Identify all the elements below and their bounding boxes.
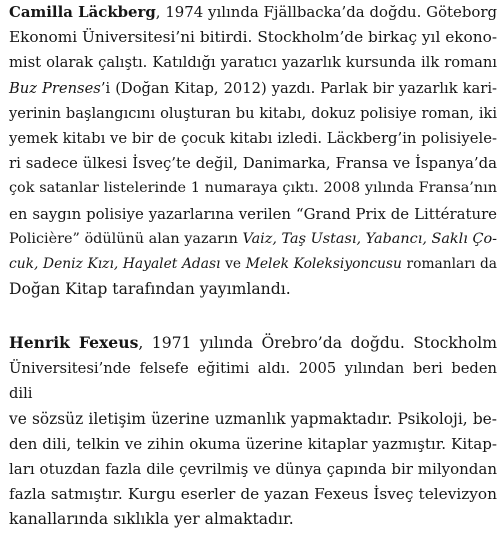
bio-paragraph-camilla-lackberg bbox=[9, 0, 497, 302]
text-segment: , 1971 yılında Örebro’da doğdu. Stockholm bbox=[138, 333, 498, 352]
text-segment: çok satanlar listelerinde 1 numaraya çıktı. 2008 yılında Fransa’nın bbox=[9, 180, 497, 197]
text-line bbox=[9, 176, 497, 201]
text-segment: Policière” ödülünü alan yazarın bbox=[9, 230, 243, 247]
author-name: Camilla Läckberg bbox=[9, 3, 156, 21]
book-title-text: Buz Prenses bbox=[9, 79, 101, 97]
text-segment: ri sadece ülkesi İsveç’te değil, Danimarka, Fransa ve İspanya’da bbox=[9, 154, 497, 173]
text-segment: yemek kitabı ve bir de çocuk kitabı izledi. Läckberg’in polisiyele- bbox=[9, 130, 497, 148]
text-line bbox=[9, 356, 497, 406]
text-segment: Doğan Kitap tarafından yayımlandı. bbox=[9, 280, 291, 299]
text-line bbox=[9, 101, 497, 126]
text-line bbox=[9, 25, 497, 50]
text-line bbox=[9, 330, 497, 356]
book-title-text: Melek Koleksiyoncusu bbox=[245, 256, 402, 273]
book-title-text: Vaiz, Taş Ustası, Yabancı, Saklı Ço- bbox=[242, 230, 498, 247]
text-line bbox=[9, 507, 497, 532]
text-segment: ve bbox=[220, 256, 246, 273]
text-line bbox=[9, 407, 497, 432]
text-segment: fazla satmıştır. Kurgu eserler de yazan Fexeus İsveç televizyon bbox=[9, 485, 497, 504]
text-line bbox=[9, 252, 497, 277]
text-line bbox=[9, 457, 497, 482]
text-line bbox=[9, 126, 497, 151]
text-segment: ’i (Doğan Kitap, 2012) yazdı. Parlak bir yazarlık kari- bbox=[100, 79, 497, 97]
text-segment: Üniversitesi’nde felsefe eğitimi aldı. 2005 yılından beri beden dili bbox=[9, 360, 497, 403]
author-bio-page bbox=[9, 0, 497, 533]
text-line bbox=[9, 432, 497, 457]
text-line bbox=[9, 50, 497, 75]
text-segment: romanları da bbox=[401, 256, 497, 273]
text-line bbox=[9, 76, 497, 101]
text-segment: kanallarında sıklıkla yer almaktadır. bbox=[9, 510, 294, 529]
text-segment: yerinin başlangıcını oluşturan bu kitabı, dokuz polisiye roman, iki bbox=[9, 104, 497, 122]
text-line bbox=[9, 151, 497, 176]
text-line bbox=[9, 482, 497, 507]
text-segment: den dili, telkin ve zihin okuma üzerine kitaplar yazmıştır. Kitap- bbox=[9, 434, 497, 453]
author-name: Henrik Fexeus bbox=[9, 332, 139, 352]
text-segment: ları otuzdan fazla dile çevrilmiş ve dünya çapında bir milyondan bbox=[9, 459, 497, 478]
text-line bbox=[9, 227, 497, 252]
book-title-text: cuk, Deniz Kızı, Hayalet Adası bbox=[9, 256, 221, 273]
text-segment: , 1974 yılında Fjällbacka’da doğdu. Göteborg bbox=[155, 3, 497, 21]
text-line bbox=[9, 277, 497, 302]
bio-paragraph-henrik-fexeus bbox=[9, 330, 497, 533]
text-line bbox=[9, 0, 497, 25]
text-segment: en saygın polisiye yazarlarına verilen “Grand Prix de Littérature bbox=[9, 204, 497, 223]
text-segment: ve sözsüz iletişim üzerine uzmanlık yapmaktadır. Psikoloji, be- bbox=[9, 409, 497, 428]
text-segment: mist olarak çalıştı. Katıldığı yaratıcı yazarlık kursunda ilk romanı bbox=[9, 54, 497, 72]
text-line bbox=[9, 202, 497, 227]
text-segment: Ekonomi Üniversitesi’ni bitirdi. Stockholm’de birkaç yıl ekono- bbox=[9, 28, 497, 47]
